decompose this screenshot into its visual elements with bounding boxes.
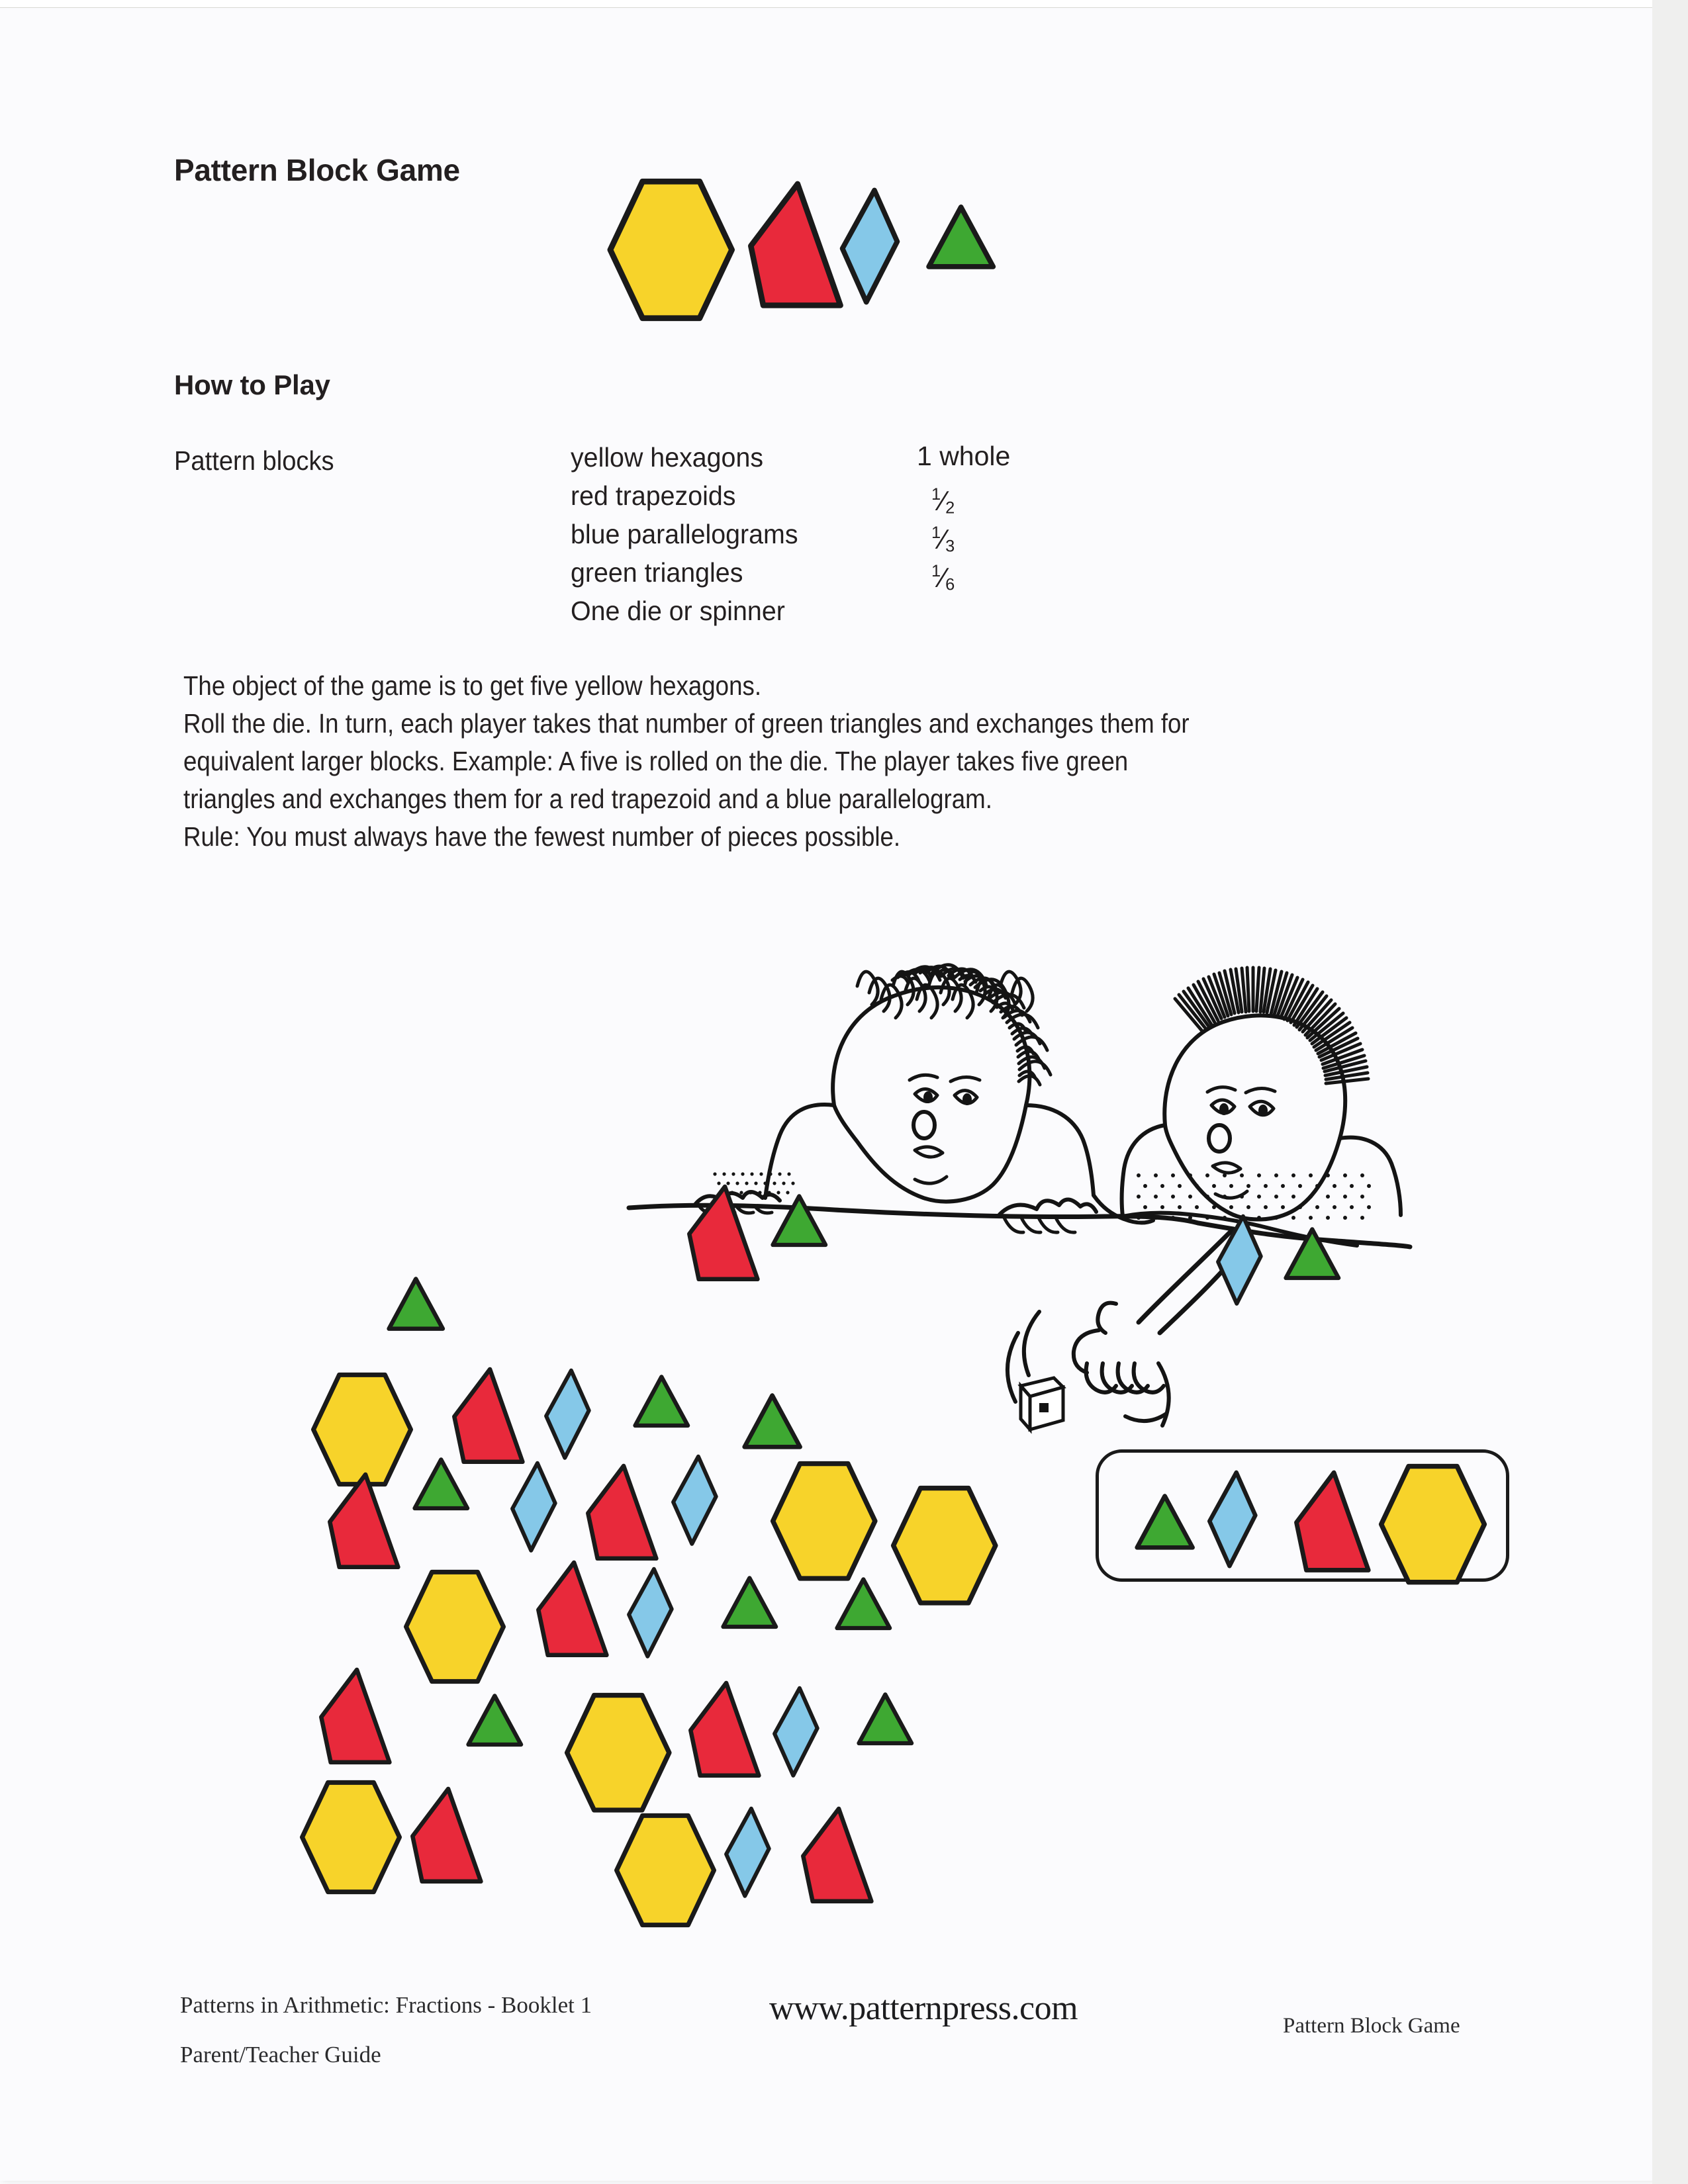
instruction-line-4: Rule: You must always have the fewest number of pieces possible. <box>183 821 901 852</box>
footer-booklet-line: Patterns in Arithmetic: Fractions - Booklet 1 <box>180 1992 592 2018</box>
right-sleeve-stipple <box>1333 1184 1336 1188</box>
right-sleeve-stipple <box>1143 1205 1147 1209</box>
sleeve-stipple <box>778 1172 781 1175</box>
right-sleeve-stipple <box>1326 1173 1330 1177</box>
illustration-svg <box>616 907 1410 1383</box>
right-sleeve-stipple <box>1264 1184 1268 1188</box>
left-child-pupil-right <box>962 1093 972 1105</box>
right-sleeve-stipple <box>1188 1216 1192 1220</box>
right-child-thumb <box>1098 1303 1116 1333</box>
material-name-4: One die or spinner <box>571 596 785 626</box>
right-sleeve-stipple <box>1195 1205 1199 1209</box>
sleeve-stipple <box>759 1172 763 1175</box>
left-child-shoulder-r <box>1026 1105 1094 1195</box>
left-child-hair-top <box>941 978 961 1011</box>
right-sleeve-stipple <box>1333 1205 1336 1209</box>
right-sleeve-stipple <box>1240 1173 1244 1177</box>
rhombus-shape <box>841 188 899 304</box>
right-sleeve-stipple <box>1360 1216 1364 1220</box>
die-icon <box>1021 1378 1063 1430</box>
sleeve-stipple <box>745 1181 748 1185</box>
instruction-line-3: triangles and exchanges them for a red trapezoid and a blue parallelogram. <box>183 784 992 814</box>
sleeve-stipple <box>735 1181 739 1185</box>
right-sleeve-stipple <box>1281 1184 1285 1188</box>
right-sleeve-stipple <box>1246 1184 1250 1188</box>
sleeve-stipple <box>782 1181 785 1185</box>
material-value-3: $^1⁄_6$ <box>931 561 955 594</box>
green-triangle-block <box>1135 1494 1194 1550</box>
right-sleeve-stipple <box>1160 1184 1164 1188</box>
right-sleeve-stipple <box>1246 1205 1250 1209</box>
right-sleeve-stipple <box>1171 1173 1175 1177</box>
right-child-brow-right <box>1246 1088 1275 1093</box>
sleeve-stipple <box>721 1191 724 1194</box>
right-child-nose <box>1209 1125 1230 1152</box>
page-title: Pattern Block Game <box>174 153 460 187</box>
right-sleeve-stipple <box>1274 1173 1278 1177</box>
right-child-shoulder-l <box>1122 1125 1165 1216</box>
right-sleeve-stipple <box>1205 1195 1209 1199</box>
left-child-right-hand <box>1000 1199 1096 1214</box>
right-sleeve-stipple <box>1367 1184 1371 1188</box>
right-sleeve-stipple <box>1171 1195 1175 1199</box>
right-sleeve-stipple <box>1326 1216 1330 1220</box>
right-sleeve-stipple <box>1171 1216 1175 1220</box>
hexagon-shape <box>609 179 733 321</box>
right-sleeve-stipple <box>1212 1205 1216 1209</box>
left-child-chin-line <box>915 1177 947 1183</box>
right-sleeve-stipple <box>1257 1195 1261 1199</box>
motion-arc-1 <box>1024 1312 1039 1375</box>
right-child-shoulder-r <box>1340 1138 1401 1215</box>
right-sleeve-stipple <box>1188 1173 1192 1177</box>
sleeve-stipple <box>741 1172 744 1175</box>
right-sleeve-stipple <box>1154 1195 1158 1199</box>
right-sleeve-stipple <box>1257 1173 1261 1177</box>
footer-website-url[interactable]: www.patternpress.com <box>769 1989 1078 2027</box>
instruction-line-2: equivalent larger blocks. Example: A five is rolled on the die. The player takes five green <box>183 746 1129 776</box>
right-sleeve-stipple <box>1257 1216 1261 1220</box>
right-child-hair-spike <box>1256 968 1259 1011</box>
right-sleeve-stipple <box>1315 1205 1319 1209</box>
right-sleeve-stipple <box>1343 1195 1347 1199</box>
blue-parallelogram-block <box>1208 1471 1257 1568</box>
right-sleeve-stipple <box>1154 1216 1158 1220</box>
material-value-0: 1 whole <box>917 441 1011 471</box>
trapezoid-shape <box>1294 1471 1371 1574</box>
yellow-hexagon-block <box>609 179 733 321</box>
material-name-2: blue parallelograms <box>571 519 798 549</box>
left-child-brow-left <box>910 1075 937 1080</box>
right-sleeve-stipple <box>1205 1216 1209 1220</box>
right-sleeve-stipple <box>1309 1216 1313 1220</box>
trapezoid-shape <box>748 181 843 310</box>
right-sleeve-stipple <box>1223 1195 1227 1199</box>
left-child-mouth <box>915 1147 943 1157</box>
right-sleeve-stipple <box>1350 1205 1354 1209</box>
right-sleeve-stipple <box>1274 1216 1278 1220</box>
right-sleeve-stipple <box>1343 1173 1347 1177</box>
right-sleeve-stipple <box>1274 1195 1278 1199</box>
right-sleeve-stipple <box>1240 1195 1244 1199</box>
left-child-pupil-left <box>923 1091 933 1103</box>
right-sleeve-stipple <box>1309 1173 1313 1177</box>
right-sleeve-stipple <box>1309 1195 1313 1199</box>
sleeve-stipple <box>773 1181 776 1185</box>
materials-label: Pattern blocks <box>174 445 334 476</box>
hexagon-shape <box>1380 1464 1485 1584</box>
sleeve-stipple <box>769 1172 772 1175</box>
sleeve-stipple <box>731 1172 735 1175</box>
right-child-pupil-left <box>1219 1103 1229 1115</box>
right-sleeve-stipple <box>1137 1216 1141 1220</box>
right-sleeve-stipple <box>1367 1205 1371 1209</box>
children-rolling-die-illustration <box>616 907 1410 1383</box>
triangle-shape <box>1135 1494 1194 1550</box>
right-sleeve-stipple <box>1350 1184 1354 1188</box>
material-value-1: $^1⁄_2$ <box>931 484 955 518</box>
right-sleeve-stipple <box>1291 1195 1295 1199</box>
materials-name-column <box>571 442 808 626</box>
yellow-hexagon-block <box>1380 1464 1485 1584</box>
rhombus-shape <box>1208 1471 1257 1568</box>
left-child-brow-right <box>951 1077 980 1081</box>
page-right-gutter <box>1652 0 1688 2184</box>
left-child-nose <box>914 1112 935 1138</box>
sleeve-stipple <box>791 1181 794 1185</box>
right-sleeve-stipple <box>1205 1173 1209 1177</box>
footer-title-right: Pattern Block Game <box>1283 2014 1460 2038</box>
right-sleeve-stipple <box>1212 1184 1216 1188</box>
sleeve-stipple <box>739 1191 743 1194</box>
right-sleeve-stipple <box>1298 1184 1302 1188</box>
right-sleeve-stipple <box>1298 1205 1302 1209</box>
right-sleeve-stipple <box>1229 1184 1233 1188</box>
right-sleeve-stipple <box>1223 1173 1227 1177</box>
material-name-0: yellow hexagons <box>571 442 764 473</box>
right-sleeve-stipple <box>1291 1173 1295 1177</box>
sleeve-stipple <box>763 1181 767 1185</box>
instruction-line-1: Roll the die. In turn, each player takes that number of green triangles and exchanges them for <box>183 708 1190 739</box>
right-sleeve-stipple <box>1291 1216 1295 1220</box>
right-sleeve-stipple <box>1143 1184 1147 1188</box>
red-trapezoid-block <box>748 181 843 310</box>
right-sleeve-stipple <box>1326 1195 1330 1199</box>
sleeve-stipple <box>786 1191 789 1194</box>
instructions-paragraph <box>183 668 1307 857</box>
sleeve-stipple <box>717 1181 720 1185</box>
sleeve-stipple <box>722 1172 726 1175</box>
right-child-mouth <box>1213 1163 1241 1173</box>
left-child-hair-top <box>857 972 878 1005</box>
right-child-brow-left <box>1207 1087 1235 1092</box>
right-sleeve-stipple <box>1178 1205 1182 1209</box>
right-sleeve-stipple <box>1223 1216 1227 1220</box>
material-value-2: $^1⁄_3$ <box>931 523 955 556</box>
sleeve-stipple <box>726 1181 729 1185</box>
instruction-line-0: The object of the game is to get five yellow hexagons. <box>183 670 762 701</box>
right-sleeve-stipple <box>1160 1205 1164 1209</box>
sleeve-stipple <box>758 1191 761 1194</box>
right-sleeve-stipple <box>1343 1216 1347 1220</box>
right-sleeve-stipple <box>1360 1173 1364 1177</box>
page-top-edge <box>0 0 1652 8</box>
section-heading-how-to-play: How to Play <box>174 369 330 400</box>
right-sleeve-stipple <box>1195 1184 1199 1188</box>
footer-guide-line: Parent/Teacher Guide <box>180 2042 381 2068</box>
right-sleeve-stipple <box>1360 1195 1364 1199</box>
right-sleeve-stipple <box>1188 1195 1192 1199</box>
header-shape-row <box>609 179 1086 304</box>
sleeve-stipple <box>750 1172 753 1175</box>
key-box-shape-row <box>1096 1449 1503 1575</box>
right-child-hair-spike <box>1247 968 1249 1011</box>
right-sleeve-stipple <box>1178 1184 1182 1188</box>
blue-parallelogram-block <box>841 188 899 304</box>
sleeve-stipple <box>787 1172 790 1175</box>
right-child-pupil-right <box>1258 1105 1268 1116</box>
material-name-3: green triangles <box>571 557 743 588</box>
right-sleeve-stipple <box>1229 1205 1233 1209</box>
sleeve-stipple <box>730 1191 733 1194</box>
material-name-1: red trapezoids <box>571 480 736 511</box>
right-sleeve-stipple <box>1240 1216 1244 1220</box>
right-sleeve-stipple <box>1315 1184 1319 1188</box>
sleeve-stipple <box>767 1191 771 1194</box>
right-sleeve-stipple <box>1264 1205 1268 1209</box>
right-sleeve-stipple <box>1154 1173 1158 1177</box>
red-trapezoid-block <box>1294 1471 1371 1574</box>
green-triangle-block <box>927 205 995 269</box>
left-child-hair-top <box>905 978 925 1011</box>
right-sleeve-stipple <box>1137 1195 1141 1199</box>
right-sleeve-stipple <box>1137 1173 1141 1177</box>
right-sleeve-stipple <box>1281 1205 1285 1209</box>
triangle-shape <box>927 205 995 269</box>
sleeve-stipple <box>754 1181 757 1185</box>
materials-value-column <box>917 439 1010 631</box>
sleeve-stipple <box>713 1172 716 1175</box>
sleeve-stipple <box>776 1191 780 1194</box>
sleeve-stipple <box>749 1191 752 1194</box>
